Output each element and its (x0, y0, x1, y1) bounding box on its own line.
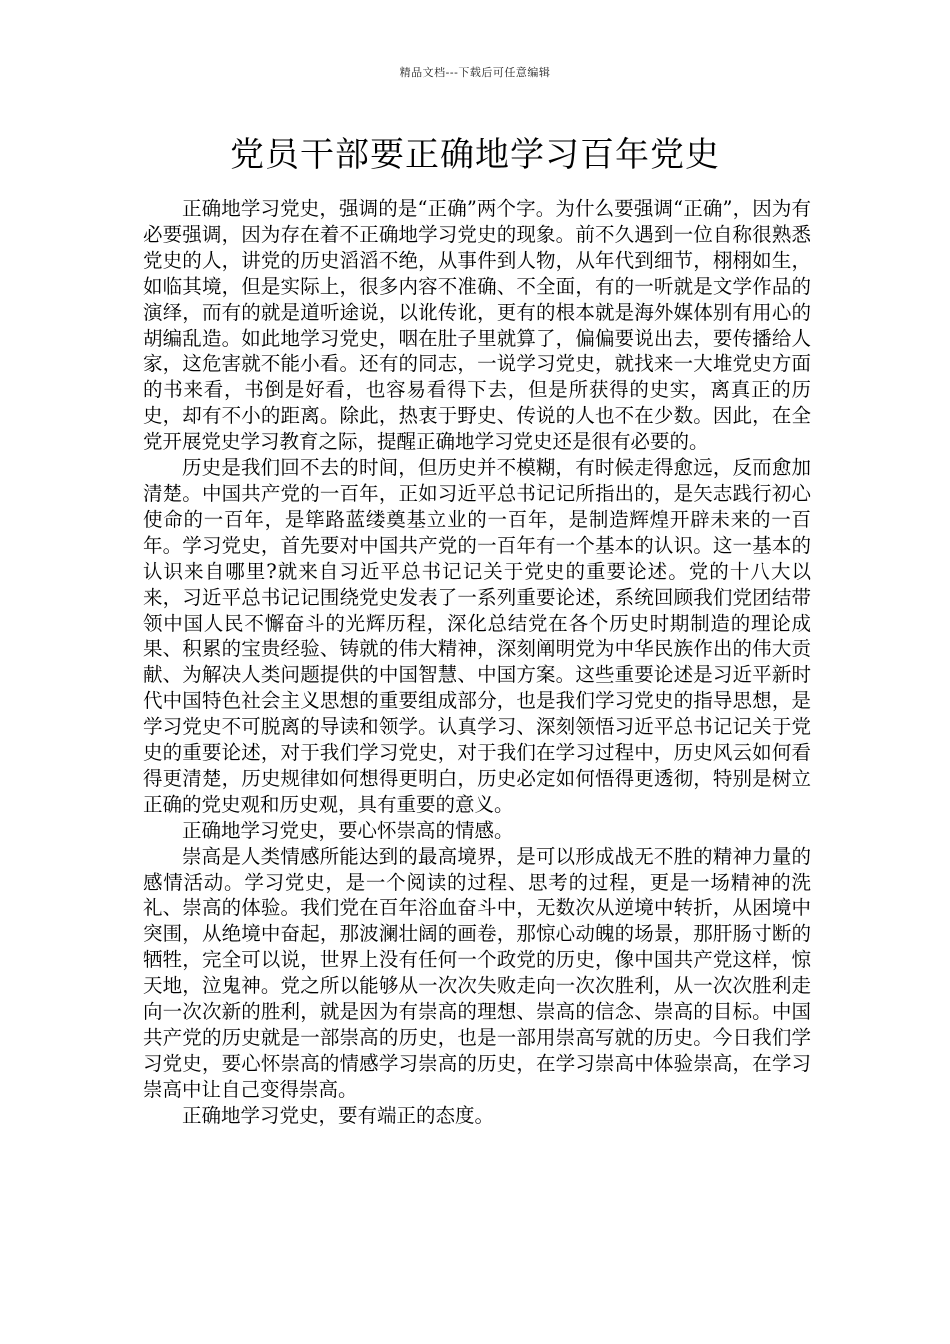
paragraph-2: 历史是我们回不去的时间，但历史并不模糊，有时候走得愈远，反而愈加清楚。中国共产党的一百年，正如习近平总书记记所指出的，是矢志践行初心使命的一百年，是筚路蓝缕奠基立业的一百年，是制造辉煌开辟未来的一百年。学习党史，首先要对中国共产党的一百年有一个基本的认识。这一基本的认识来自哪里?就来自习近平总书记记关于党史的重要论述。党的十八大以来，习近平总书记记围绕党史发表了一系列重要论述，系统回顾我们党团结带领中国人民不懈奋斗的光辉历程，深化总结党在各个历史时期制造的理论成果、积累的宝贵经验、铸就的伟大精神，深刻阐明党为中华民族作出的伟大贡献、为解决人类问题提供的中国智慧、中国方案。这些重要论述是习近平新时代中国特色社会主义思想的重要组成部分，也是我们学习党史的指导思想，是学习党史不可脱离的导读和领学。认真学习、深刻领悟习近平总书记记关于党史的重要论述，对于我们学习党史，对于我们在学习过程中，历史风云如何看得更清楚，历史规律如何想得更明白，历史必定如何悟得更透彻，特别是树立正确的党史观和历史观，具有重要的意义。 (143, 456, 811, 816)
paragraph-5-heading: 正确地学习党史，要有端正的态度。 (182, 1103, 495, 1127)
document-body (143, 196, 811, 1129)
header-note: 精品文档---下载后可任意编辑 (399, 66, 551, 79)
paragraph-4: 崇高是人类情感所能达到的最高境界，是可以形成战无不胜的精神力量的感情活动。学习党史，是一个阅读的过程、思考的过程，更是一场精神的洗礼、崇高的体验。我们党在百年浴血奋斗中，无数次从逆境中转折，从困境中突围，从绝境中奋起，那波澜壮阔的画卷，那惊心动魄的场景，那肝肠寸断的牺牲，完全可以说，世界上没有任何一个政党的历史，像中国共产党这样，惊天地，泣鬼神。党之所以能够从一次次失败走向一次次胜利，从一次次胜利走向一次次新的胜利，就是因为有崇高的理想、崇高的信念、崇高的目标。中国共产党的历史就是一部崇高的历史，也是一部用崇高写就的历史。今日我们学习党史，要心怀崇高的情感学习崇高的历史，在学习崇高中体验崇高，在学习崇高中让自己变得崇高。 (143, 844, 811, 1101)
document-title: 党员干部要正确地学习百年党史 (230, 135, 720, 175)
paragraph-3-heading: 正确地学习党史，要心怀崇高的情感。 (182, 818, 514, 842)
paragraph-1: 正确地学习党史，强调的是“正确”两个字。为什么要强调“正确”，因为有必要强调，因为存在着不正确地学习党史的现象。前不久遇到一位自称很熟悉党史的人，讲党的历史滔滔不绝，从事件到人物，从年代到细节，栩栩如生，如临其境，但是实际上，很多内容不准确、不全面，有的一听就是文学作品的演绎，而有的就是道听途说，以讹传讹，更有的根本就是海外媒体别有用心的胡编乱造。如此地学习党史，咽在肚子里就算了，偏偏要说出去，要传播给人家，这危害就不能小看。还有的同志，一说学习党史，就找来一大堆党史方面的书来看，书倒是好看，也容易看得下去，但是所获得的史实，离真正的历史，却有不小的距离。除此，热衷于野史、传说的人也不在少数。因此，在全党开展党史学习教育之际，提醒正确地学习党史还是很有必要的。 (143, 197, 811, 454)
